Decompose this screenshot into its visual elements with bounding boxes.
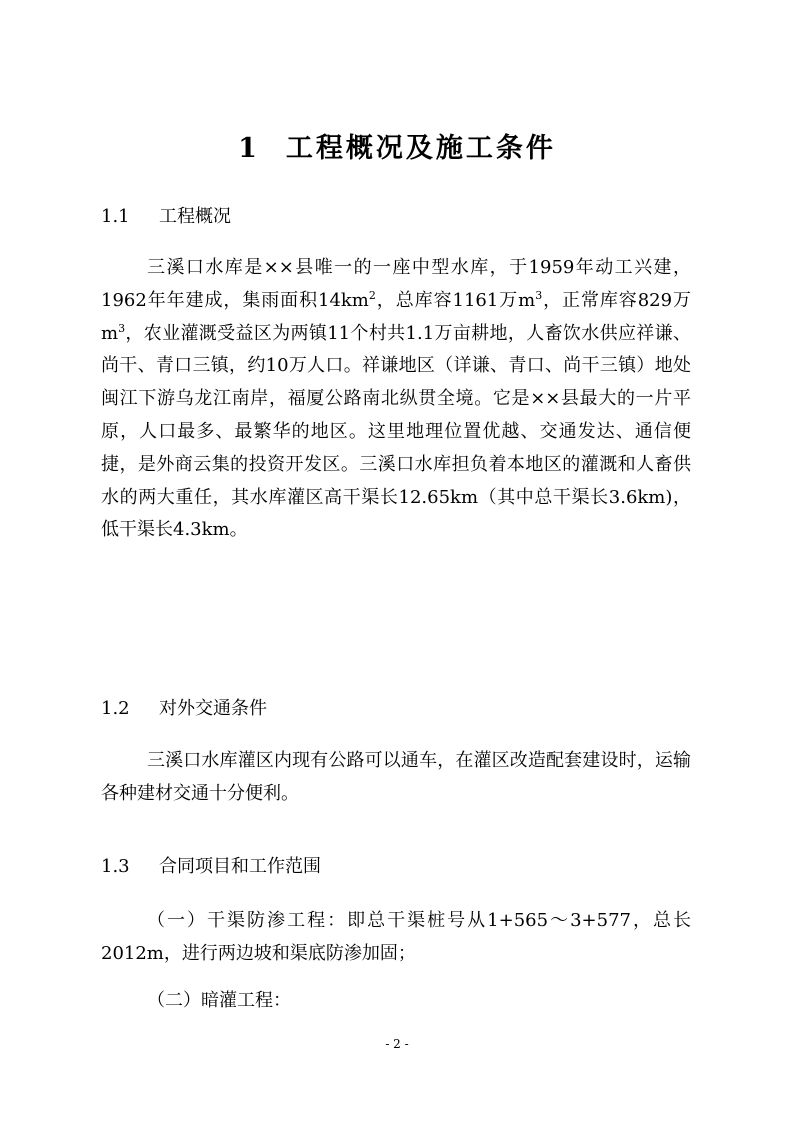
section-heading-1-1 xyxy=(101,202,231,228)
paragraph-text: ，农业灌溉受益区为两镇11个村共1.1万亩耕地，人畜饮水供应祥谦、尚干、青口三镇，约10万人口。祥谦地区（详谦、青口、尚干三镇）地处闽江下游乌龙江南岸，福厦公路南北纵贯全境。它是××县最大的一片平原，人口最多、最繁华的地区。这里地理位置优越、交通发达、通信便捷，是外商云集的投资开发区。三溪口水库担负着本地区的灌溉和人畜供水的两大重任，其水库灌区高干渠长12.65km（其中总干渠长3.6km)，低干渠长4.3km。 xyxy=(101,322,691,541)
list-item: （一）干渠防渗工程：即总干渠桩号从1+565～3+577，总长2012m，进行两边坡和渠底防渗加固； xyxy=(101,910,691,964)
section-title: 对外交通条件 xyxy=(159,698,267,719)
paragraph-transport: 三溪口水库灌区内现有公路可以通车，在灌区改造配套建设时，运输各种建材交通十分便利。 xyxy=(101,750,691,804)
superscript: 2 xyxy=(368,288,376,302)
section-number: 1.1 xyxy=(101,206,130,227)
paragraph-project-overview xyxy=(101,252,691,547)
superscript: 3 xyxy=(118,321,126,335)
section-heading-1-3 xyxy=(101,852,321,878)
paragraph-text: 三溪口水库是××县唯一的一座中型水库，于1959年动工兴建，1962年年建成，集雨面积14km xyxy=(101,257,691,311)
section-number: 1.3 xyxy=(101,856,130,877)
chapter-number: 1 xyxy=(238,133,260,164)
section-title: 工程概况 xyxy=(159,206,231,227)
page-number: - 2 - xyxy=(385,1037,409,1051)
paragraph-text: ，总库容1161万m xyxy=(375,289,536,311)
paragraph-text: ，正常库容829万m xyxy=(101,289,691,344)
section-title: 合同项目和工作范围 xyxy=(159,856,321,877)
section-heading-1-2 xyxy=(101,694,267,720)
list-item: （二）暗灌工程： xyxy=(147,990,291,1011)
superscript: 3 xyxy=(535,288,543,302)
section-number: 1.2 xyxy=(101,698,130,719)
chapter-title xyxy=(0,126,794,165)
chapter-title-text: 工程概况及施工条件 xyxy=(285,133,556,164)
